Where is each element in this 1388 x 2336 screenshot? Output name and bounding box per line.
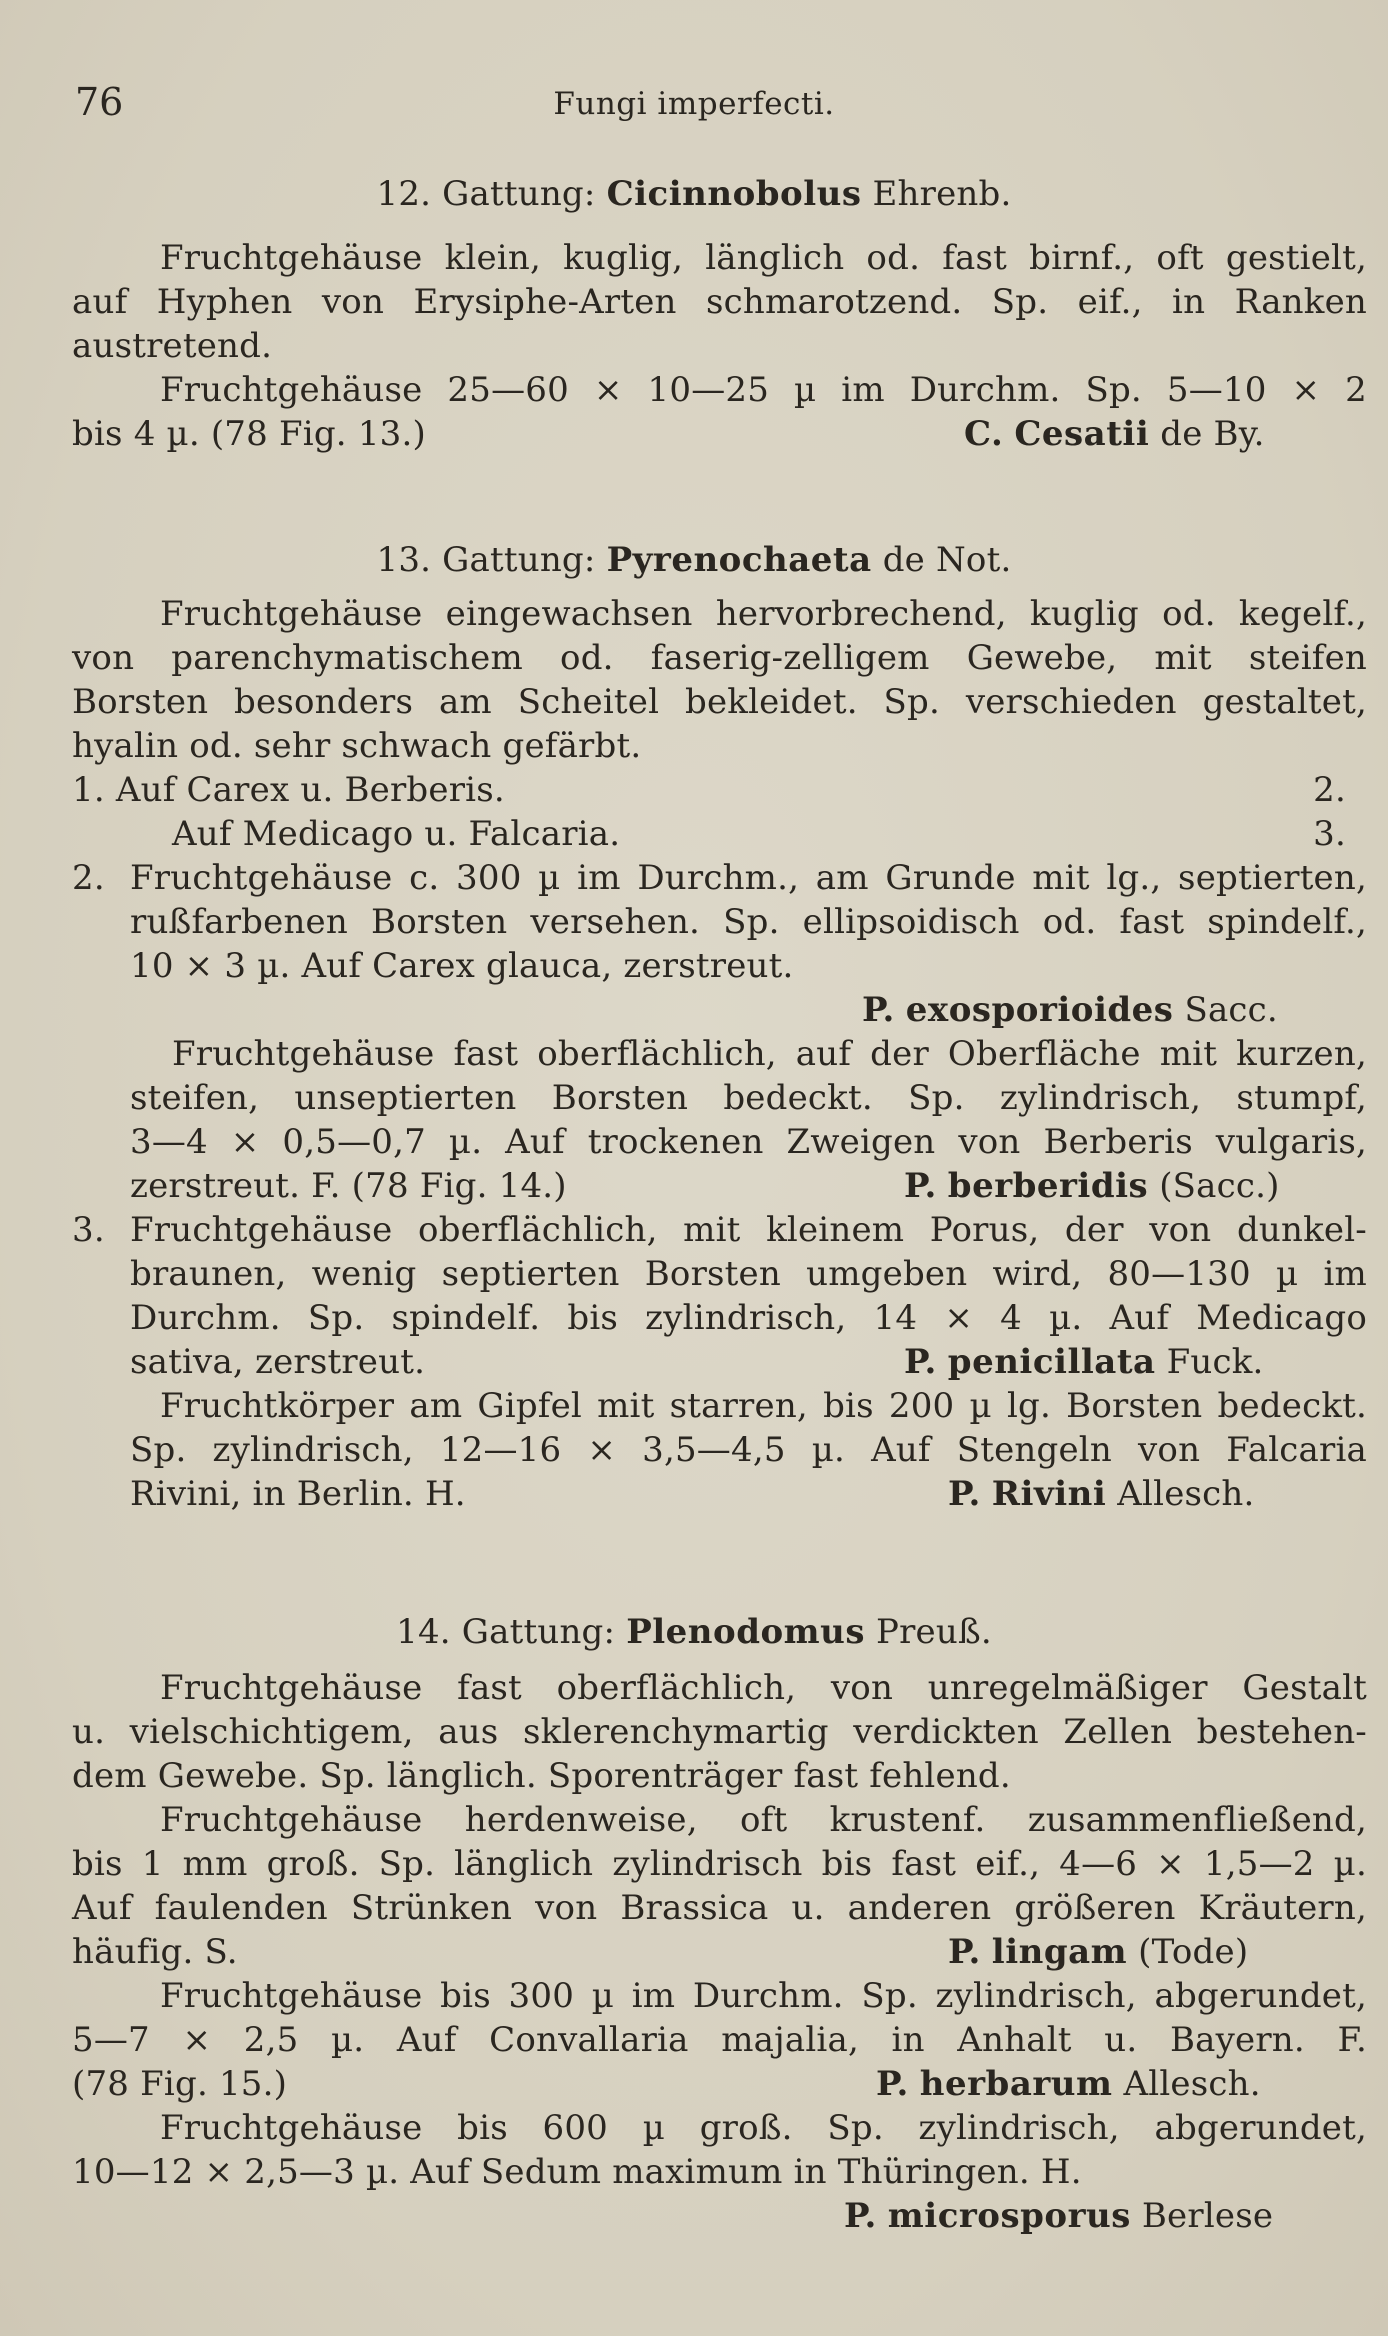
text-line: Fruchtkörper am Gipfel mit starren, bis 200 µ lg. Borsten bedeckt. (160, 1386, 1367, 1426)
species-name: P. microsporus Berlese (844, 2196, 1274, 2236)
text-line: auf Hyphen von Erysiphe-Arten schmarotzend. Sp. eif., in Ranken (72, 282, 1367, 322)
text-line: Sp. zylindrisch, 12—16 × 3,5—4,5 µ. Auf Stengeln von Falcaria (130, 1430, 1367, 1470)
species-name: P. berberidis (Sacc.) (904, 1166, 1280, 1206)
text-line: bis 1 mm groß. Sp. länglich zylindrisch bis fast eif., 4—6 × 1,5—2 µ. (72, 1844, 1367, 1884)
text-line: Fruchtgehäuse bis 300 µ im Durchm. Sp. zylindrisch, abgerundet, (160, 1976, 1367, 2016)
text-line: Auf faulenden Strünken von Brassica u. anderen größeren Kräutern, (72, 1888, 1367, 1928)
text-line: steifen, unseptierten Borsten bedeckt. Sp. zylindrisch, stumpf, (130, 1078, 1367, 1118)
key-number: 3. (72, 1210, 105, 1250)
text-line: dem Gewebe. Sp. länglich. Sporenträger fast fehlend. (72, 1756, 1011, 1796)
text-line: häufig. S. (72, 1932, 238, 1972)
section-heading-14: 14. Gattung: Plenodomus Preuß. (396, 1612, 992, 1652)
text-line: 5—7 × 2,5 µ. Auf Convallaria majalia, in Anhalt u. Bayern. F. (72, 2020, 1367, 2060)
text-line: bis 4 µ. (78 Fig. 13.) (72, 414, 426, 454)
text-line: zerstreut. F. (78 Fig. 14.) (130, 1166, 567, 1206)
text-line: austretend. (72, 326, 273, 366)
text-line: Rivini, in Berlin. H. (130, 1474, 466, 1514)
page-number: 76 (75, 80, 124, 124)
text-line: Borsten besonders am Scheitel bekleidet. Sp. verschieden gestaltet, (72, 682, 1367, 722)
text-line: 3—4 × 0,5—0,7 µ. Auf trockenen Zweigen von Berberis vulgaris, (130, 1122, 1367, 1162)
text-line: Fruchtgehäuse c. 300 µ im Durchm., am Grunde mit lg., septierten, (130, 858, 1367, 898)
text-line: von parenchymatischem od. faserig-zelligem Gewebe, mit steifen (72, 638, 1367, 678)
key-line-2: Auf Medicago u. Falcaria. 3. (172, 814, 1346, 854)
text-line: 10—12 × 2,5—3 µ. Auf Sedum maximum in Thüringen. H. (72, 2152, 1082, 2192)
running-title: Fungi imperfecti. (553, 86, 835, 122)
text-line: hyalin od. sehr schwach gefärbt. (72, 726, 642, 766)
text-line: u. vielschichtigem, aus sklerenchymartig verdickten Zellen bestehen- (72, 1712, 1367, 1752)
text-line: braunen, wenig septierten Borsten umgeben wird, 80—130 µ im (130, 1254, 1367, 1294)
section-heading-12: 12. Gattung: Cicinnobolus Ehrenb. (376, 174, 1012, 214)
text-line: Fruchtgehäuse klein, kuglig, länglich od. fast birnf., oft gestielt, (160, 238, 1367, 278)
text-line: Fruchtgehäuse fast oberflächlich, auf der Oberfläche mit kurzen, (172, 1034, 1367, 1074)
text-line: Fruchtgehäuse eingewachsen hervorbrechend, kuglig od. kegelf., (160, 594, 1367, 634)
key-line-1: 1. Auf Carex u. Berberis. 2. (72, 770, 1346, 810)
text-line: rußfarbenen Borsten versehen. Sp. ellipsoidisch od. fast spindelf., (130, 902, 1367, 942)
text-line: Durchm. Sp. spindelf. bis zylindrisch, 14 × 4 µ. Auf Medicago (130, 1298, 1367, 1338)
species-name: P. exosporioides Sacc. (862, 990, 1278, 1030)
text-line: Fruchtgehäuse fast oberflächlich, von unregelmäßiger Gestalt (160, 1668, 1367, 1708)
text-line: Fruchtgehäuse oberflächlich, mit kleinem Porus, der von dunkel- (130, 1210, 1367, 1250)
text-line: 10 × 3 µ. Auf Carex glauca, zerstreut. (130, 946, 794, 986)
text-line: (78 Fig. 15.) (72, 2064, 288, 2104)
text-line: sativa, zerstreut. (130, 1342, 426, 1382)
text-line: Fruchtgehäuse bis 600 µ groß. Sp. zylindrisch, abgerundet, (160, 2108, 1367, 2148)
species-name: P. Rivini Allesch. (948, 1474, 1255, 1514)
species-name: P. herbarum Allesch. (876, 2064, 1261, 2104)
text-line: Fruchtgehäuse 25—60 × 10—25 µ im Durchm. Sp. 5—10 × 2 (160, 370, 1367, 410)
species-name: P. penicillata Fuck. (904, 1342, 1264, 1382)
species-name: P. lingam (Tode) (948, 1932, 1249, 1972)
key-number: 2. (72, 858, 105, 898)
species-name: C. Cesatii de By. (964, 414, 1265, 454)
section-heading-13: 13. Gattung: Pyrenochaeta de Not. (376, 540, 1012, 580)
text-line: Fruchtgehäuse herdenweise, oft krustenf. zusammenfließend, (160, 1800, 1367, 1840)
